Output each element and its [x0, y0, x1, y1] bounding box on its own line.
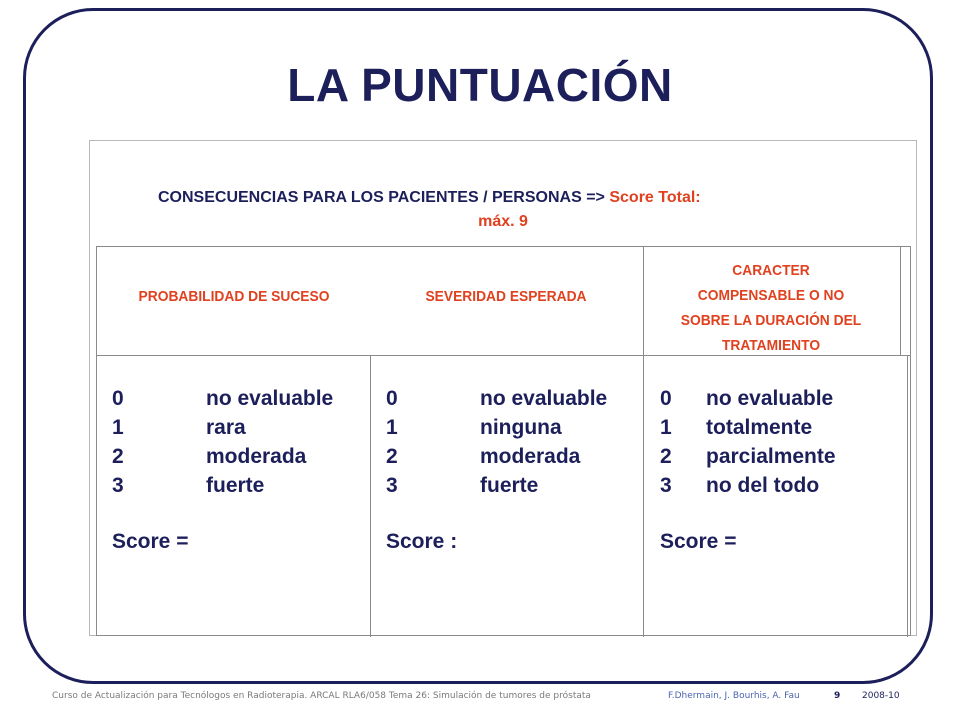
header-caracter	[655, 258, 887, 358]
item-number: 3	[112, 474, 124, 497]
header-line: SEVERIDAD ESPERADA	[425, 288, 587, 305]
item-number: 2	[112, 445, 124, 468]
list-item	[112, 442, 333, 471]
list-item	[660, 471, 836, 500]
item-number: 3	[660, 474, 672, 497]
list-item	[660, 384, 836, 413]
heading-score-total: Score Total:	[609, 189, 701, 206]
item-number: 2	[386, 445, 398, 468]
item-number: 0	[660, 387, 672, 410]
item-number: 0	[386, 387, 398, 410]
probabilidad-list	[112, 384, 333, 500]
footer-course: Curso de Actualización para Tecnólogos en Radioterapia. ARCAL RLA6/058 Tema 26: Simulación de tumores de próstata	[52, 691, 591, 701]
item-label: no del todo	[706, 474, 820, 497]
header-severidad	[383, 284, 630, 309]
item-label: fuerte	[206, 474, 265, 497]
score-label-probabilidad: Score =	[112, 530, 189, 553]
list-item	[112, 384, 333, 413]
header-line: COMPENSABLE O NO	[697, 287, 845, 304]
item-number: 1	[112, 416, 124, 439]
column-divider	[900, 247, 901, 355]
list-item	[386, 413, 607, 442]
list-item	[660, 413, 836, 442]
slide-footer	[0, 691, 960, 705]
score-label-severidad: Score :	[386, 530, 458, 553]
item-label: totalmente	[706, 416, 813, 439]
slide-title: LA PUNTUACIÓN	[287, 59, 673, 111]
item-label: parcialmente	[706, 445, 836, 468]
heading-text: CONSECUENCIAS PARA LOS PACIENTES / PERSONAS =>	[158, 189, 610, 206]
item-label: fuerte	[480, 474, 539, 497]
list-item	[660, 442, 836, 471]
list-item	[112, 471, 333, 500]
column-divider	[370, 355, 371, 637]
footer-authors: F.Dhermain, J. Bourhis, A. Fau	[668, 691, 800, 701]
footer-page-number: 9	[834, 691, 841, 701]
consequences-heading	[90, 186, 916, 234]
score-label-caracter: Score =	[660, 530, 737, 553]
column-divider	[643, 247, 644, 637]
header-line: CARACTER	[732, 262, 810, 279]
list-item	[386, 384, 607, 413]
item-label: moderada	[206, 445, 307, 468]
item-number: 2	[660, 445, 672, 468]
column-divider	[907, 355, 908, 637]
heading-max: máx. 9	[478, 213, 528, 230]
item-label: ninguna	[480, 416, 562, 439]
item-label: moderada	[480, 445, 581, 468]
item-number: 1	[660, 416, 672, 439]
header-probabilidad	[111, 284, 358, 309]
header-line: SOBRE LA DURACIÓN DEL	[680, 312, 862, 329]
header-line: TRATAMIENTO	[721, 337, 821, 354]
item-label: no evaluable	[706, 387, 834, 410]
footer-year: 2008-10	[862, 691, 900, 701]
list-item	[112, 413, 333, 442]
item-number: 1	[386, 416, 398, 439]
item-label: no evaluable	[480, 387, 608, 410]
list-item	[386, 442, 607, 471]
list-item	[386, 471, 607, 500]
item-number: 0	[112, 387, 124, 410]
item-label: no evaluable	[206, 387, 334, 410]
item-label: rara	[206, 416, 246, 439]
severidad-list	[386, 384, 607, 500]
caracter-list	[660, 384, 836, 500]
item-number: 3	[386, 474, 398, 497]
header-line: PROBABILIDAD DE SUCESO	[138, 288, 330, 305]
